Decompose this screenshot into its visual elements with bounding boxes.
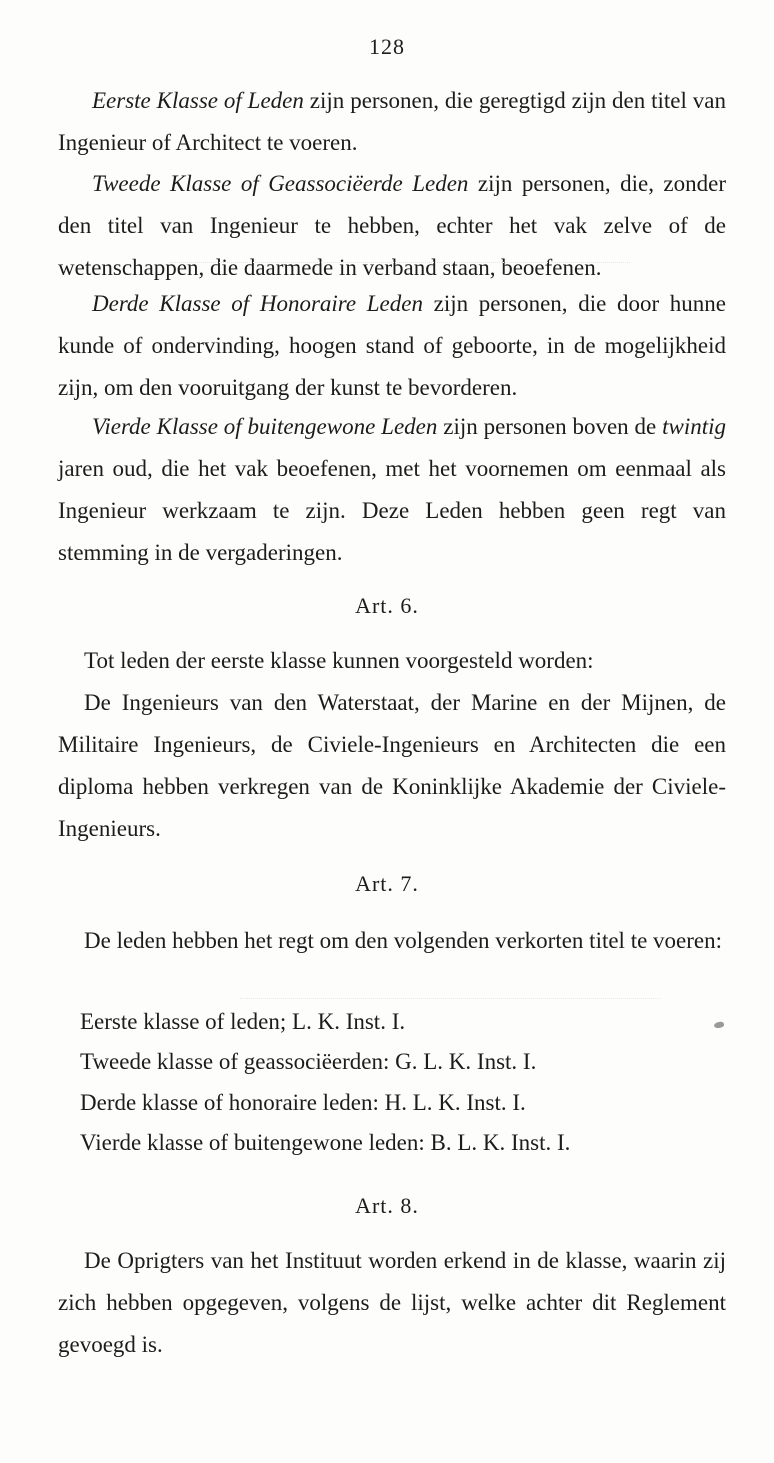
class-1-text: zijn personen, die geregtigd zijn den titel van Ingenieur of Architect te voeren. xyxy=(58,88,726,155)
class-4-term: Vierde Klasse of buitengewone Leden xyxy=(92,414,438,439)
ink-speck-icon xyxy=(713,1021,724,1029)
class-4-term-2: twintig xyxy=(662,414,727,439)
class-4-paragraph xyxy=(58,406,726,574)
art-7-item-2: Tweede klasse of geassociëerden: G. L. K. Inst. I. xyxy=(80,1049,537,1074)
class-2-term: Tweede Klasse of Geassociëerde Leden xyxy=(92,171,469,196)
art-7-item-4: Vierde klasse of buitengewone leden: B. L. K. Inst. I. xyxy=(80,1130,571,1155)
art-7-intro: De leden hebben het regt om den volgenden verkorten titel te voeren: xyxy=(84,928,723,953)
class-1-paragraph xyxy=(58,80,726,164)
class-1-term: Eerste Klasse of Leden xyxy=(92,88,304,113)
class-4-text-before: zijn personen boven de xyxy=(437,414,663,439)
art-6-body: De Ingenieurs van den Waterstaat, der Marine en der Mijnen, de Militaire Ingenieurs, de Civiele-Ingenieurs en Architecten die een diploma hebben verkregen van de Koninklijke Akademie der Civiele-Ingenieurs. xyxy=(58,690,726,841)
art-6-heading: Art. 6. xyxy=(355,593,419,618)
art-7-item-3: Derde klasse of honoraire leden: H. L. K. Inst. I. xyxy=(80,1090,526,1115)
bleed-through-mark xyxy=(170,262,630,277)
class-3-text: zijn personen, die door hunne kunde of ondervinding, hoogen stand of geboorte, in de mogelijkheid zijn, om den vooruitgang der kunst te bevorderen. xyxy=(58,291,726,400)
page-number: 128 xyxy=(369,34,405,59)
art-7-item-1: Eerste klasse of leden; L. K. Inst. I. xyxy=(80,1009,406,1034)
class-2-text: zijn personen, die, zonder den titel van Ingenieur te hebben, echter het vak zelve of de wetenschappen, die daarmede in verband staan, beoefenen. xyxy=(58,171,726,280)
art-8-body: De Oprigters van het Instituut worden erkend in de klasse, waarin zij zich hebben opgegeven, volgens de lijst, welke achter dit Reglement gevoegd is. xyxy=(58,1248,726,1357)
art-8-heading: Art. 8. xyxy=(355,1193,419,1218)
class-3-paragraph xyxy=(58,283,726,409)
art-6-intro: Tot leden der eerste klasse kunnen voorgesteld worden: xyxy=(84,648,594,673)
class-4-text: jaren oud, die het vak beoefenen, met het voornemen om eenmaal als Ingenieur werkzaam te zijn. Deze Leden hebben geen regt van stemming in de vergaderingen. xyxy=(58,456,726,565)
bleed-through-mark xyxy=(240,998,660,1011)
class-3-term: Derde Klasse of Honoraire Leden xyxy=(92,291,423,316)
art-7-heading: Art. 7. xyxy=(355,871,419,896)
